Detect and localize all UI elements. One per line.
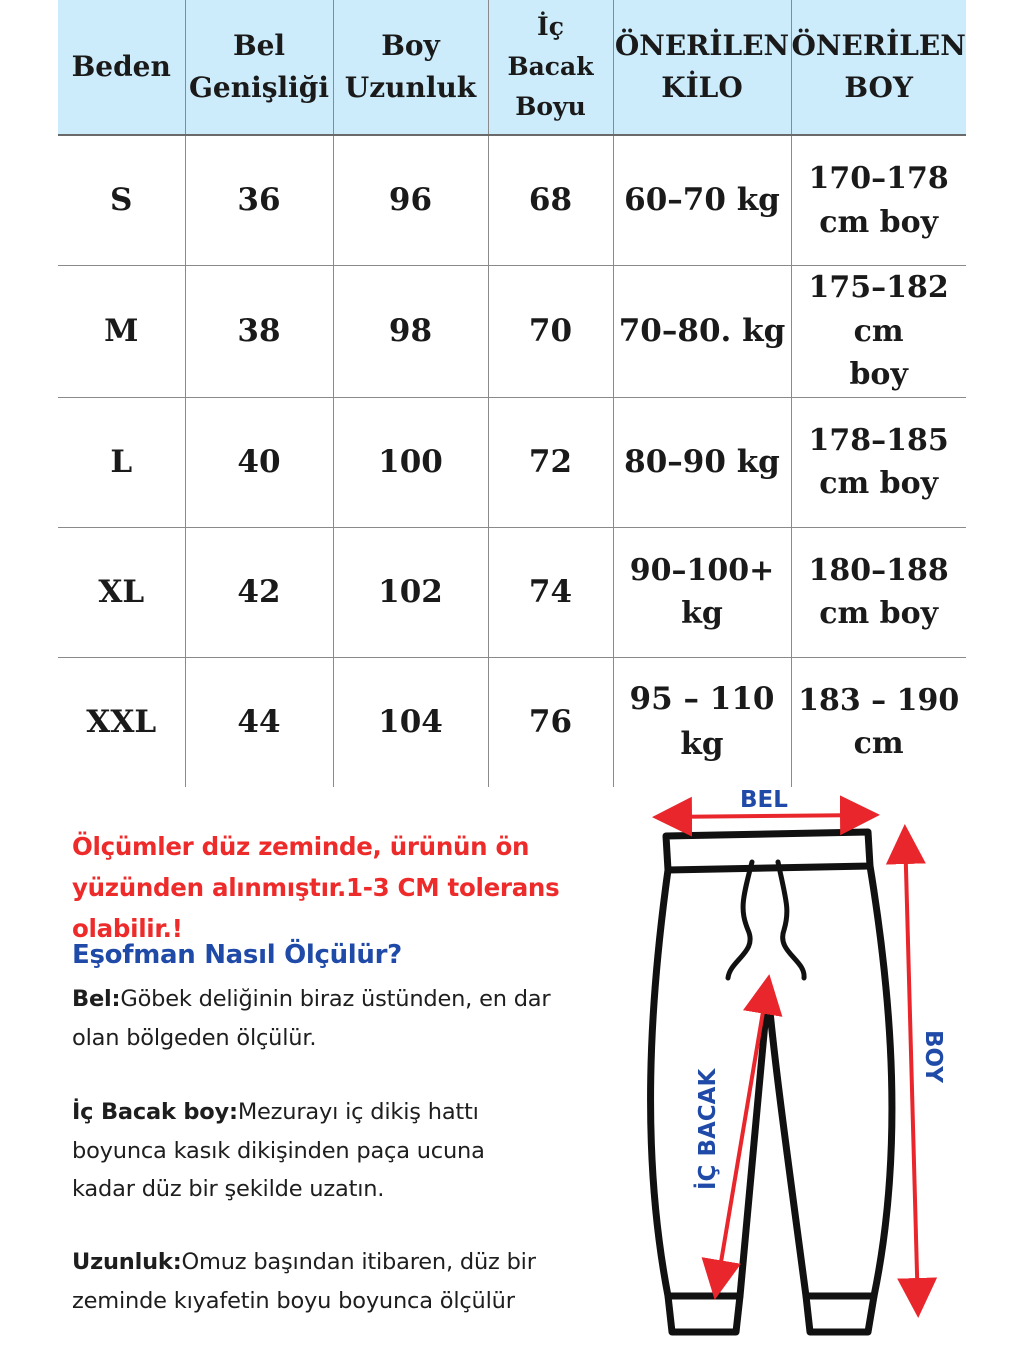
cell-kilo: 95 – 110 kg [613,657,791,787]
boy-arrow [905,832,918,1310]
cell-bel: 44 [185,657,333,787]
cell-boy: 98 [333,266,488,398]
bel-arrow [660,815,872,817]
header-onerilen-boy: ÖNERİLEN BOY [791,0,966,135]
header-ic-bacak-boyu: İç Bacak Boyu [488,0,613,135]
cell-onerilen-boy: 180–188 cm boy [791,527,966,657]
table-row [58,397,966,527]
header-bel-genisligi: Bel Genişliği [185,0,333,135]
cell-boy: 104 [333,657,488,787]
cell-kilo: 90–100+ kg [613,527,791,657]
header-beden: Beden [58,0,185,135]
header-onerilen-kilo: ÖNERİLEN KİLO [613,0,791,135]
howto-title: Eşofman Nasıl Ölçülür? [72,940,402,970]
size-chart-table [58,0,966,787]
cell-ic-bacak: 74 [488,527,613,657]
tolerance-note: Ölçümler düz zeminde, ürünün ön yüzünden alınmıştır.1-3 CM tolerans olabilir.! [72,832,560,943]
cell-size: XXL [58,657,185,787]
cell-bel: 42 [185,527,333,657]
table-row [58,266,966,398]
cell-boy: 96 [333,135,488,266]
cell-onerilen-boy: 178–185 cm boy [791,397,966,527]
uzunluk-description: Uzunluk:Omuz başından itibaren, düz bir zeminde kıyafetin boyu boyunca ölçülür [72,1249,536,1314]
diagram-ic-bacak-label: İÇ BACAK [695,1068,721,1190]
cell-size: M [58,266,185,398]
cell-size: L [58,397,185,527]
diagram-bel-label: BEL [740,787,788,813]
cell-boy: 102 [333,527,488,657]
cell-size: S [58,135,185,266]
ic-bacak-description: İç Bacak boy:Mezurayı iç dikiş hattı boyunca kasık dikişinden paça ucuna kadar düz bir şekilde uzatın. [72,1099,485,1202]
cell-ic-bacak: 76 [488,657,613,787]
cell-onerilen-boy: 175–182 cm boy [791,266,966,398]
pants-diagram [620,780,960,1350]
header-boy-uzunluk: Boy Uzunluk [333,0,488,135]
bel-description: Bel:Göbek deliğinin biraz üstünden, en dar olan bölgeden ölçülür. [72,986,551,1051]
diagram-boy-label: BOY [920,1030,946,1083]
cell-bel: 38 [185,266,333,398]
table-row [58,657,966,787]
cell-ic-bacak: 72 [488,397,613,527]
cell-kilo: 70–80. kg [613,266,791,398]
cell-kilo: 80–90 kg [613,397,791,527]
pants-outline-icon [651,832,892,1332]
table-row [58,135,966,266]
cell-onerilen-boy: 183 – 190 cm [798,682,960,761]
cell-boy: 100 [333,397,488,527]
cell-ic-bacak: 68 [488,135,613,266]
cell-bel: 36 [185,135,333,266]
cell-size: XL [58,527,185,657]
measure-arrows [660,815,918,1310]
cell-onerilen-boy: 170–178 cm boy [791,135,966,266]
table-header-row [58,0,966,135]
cell-ic-bacak: 70 [488,266,613,398]
table-row [58,527,966,657]
cell-kilo: 60–70 kg [613,135,791,266]
cell-bel: 40 [185,397,333,527]
